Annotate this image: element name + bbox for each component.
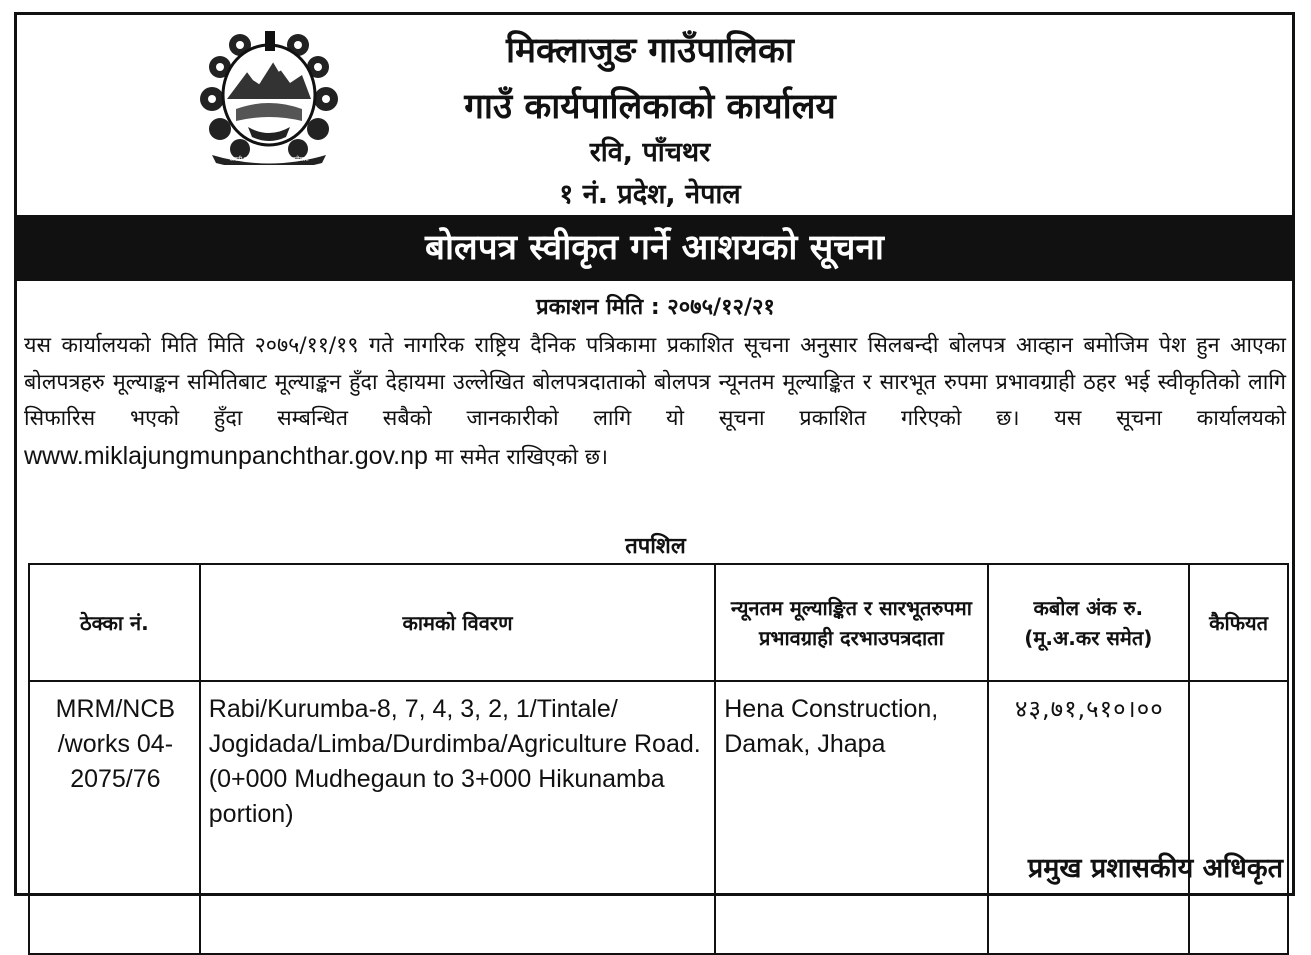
cell-bidder: Hena Construction, Damak, Jhapa bbox=[715, 681, 987, 954]
notice-body-tail: मा समेत राखिएको छ। bbox=[434, 444, 609, 470]
emblem-motto: जननी जन्मभूमिश्च स्वर्गादपि गरीयसी bbox=[229, 156, 309, 163]
header-work-description: कामको विवरण bbox=[200, 564, 715, 681]
municipality-name: मिक्लाजुङ गाउँपालिका bbox=[506, 31, 794, 71]
office-name: गाउँ कार्यपालिकाको कार्यालय bbox=[464, 87, 836, 127]
notice-body bbox=[24, 328, 1286, 476]
bid-table bbox=[28, 563, 1289, 955]
province-country: १ नं. प्रदेश, नेपाल bbox=[559, 179, 741, 210]
cell-bid-amount: ४३,७१,५१०।०० bbox=[988, 681, 1190, 954]
table-header-row bbox=[29, 564, 1288, 681]
signatory: प्रमुख प्रशासकीय अधिकृत bbox=[1027, 853, 1283, 884]
website-link[interactable]: www.miklajungmunpanchthar.gov.np bbox=[24, 441, 428, 470]
header-bid-amount: कबोल अंक रु. (मू.अ.कर समेत) bbox=[988, 564, 1190, 681]
publication-date: प्रकाशन मिति : २०७५/१२/२१ bbox=[536, 295, 775, 320]
cell-work-description: Rabi/Kurumba-8, 7, 4, 3, 2, 1/Tintale/ Jogidada/Limba/Durdimba/Agriculture Road. (0+000 Mudhegaun to 3+000 Hikunamba portion) bbox=[200, 681, 715, 954]
table-caption: तपशिल bbox=[625, 534, 686, 559]
notice-body-text: यस कार्यालयको मिति मिति २०७५/११/१९ गते नागरिक राष्ट्रिय दैनिक पत्रिकामा प्रकाशित सूचना अनुसार सिलबन्दी बोलपत्र आव्हान बमोजिम पेश हुन आएका बोलपत्रहरु मूल्याङ्कन समितिबाट मूल्याङ्कन हुँदा देहायमा उल्लेखित बोलपत्रदाताको बोलपत्र न्यूनतम मूल्याङ्कित र सारभूत रुपमा प्रभावग्राही ठहर भई स्वीकृतिको लागि सिफारिस भएको हुँदा सम्बन्धित सबैको जानकारीको लागि यो सूचना प्रकाशित गरिएको छ। यस सूचना कार्यालयको bbox=[24, 333, 1286, 431]
cell-remarks bbox=[1189, 681, 1288, 954]
office-location: रवि, पाँचथर bbox=[589, 137, 711, 168]
header-bidder: न्यूनतम मूल्याङ्कित र सारभूतरुपमा प्रभावग्राही दरभाउपत्रदाता bbox=[715, 564, 987, 681]
government-emblem-icon bbox=[190, 27, 348, 165]
table-row bbox=[29, 681, 1288, 954]
header-remarks: कैफियत bbox=[1189, 564, 1288, 681]
header-contract-no: ठेक्का नं. bbox=[29, 564, 200, 681]
cell-contract-no: MRM/NCB /works 04-2075/76 bbox=[29, 681, 200, 954]
notice-title-banner: बोलपत्र स्वीकृत गर्ने आशयको सूचना bbox=[14, 215, 1295, 281]
